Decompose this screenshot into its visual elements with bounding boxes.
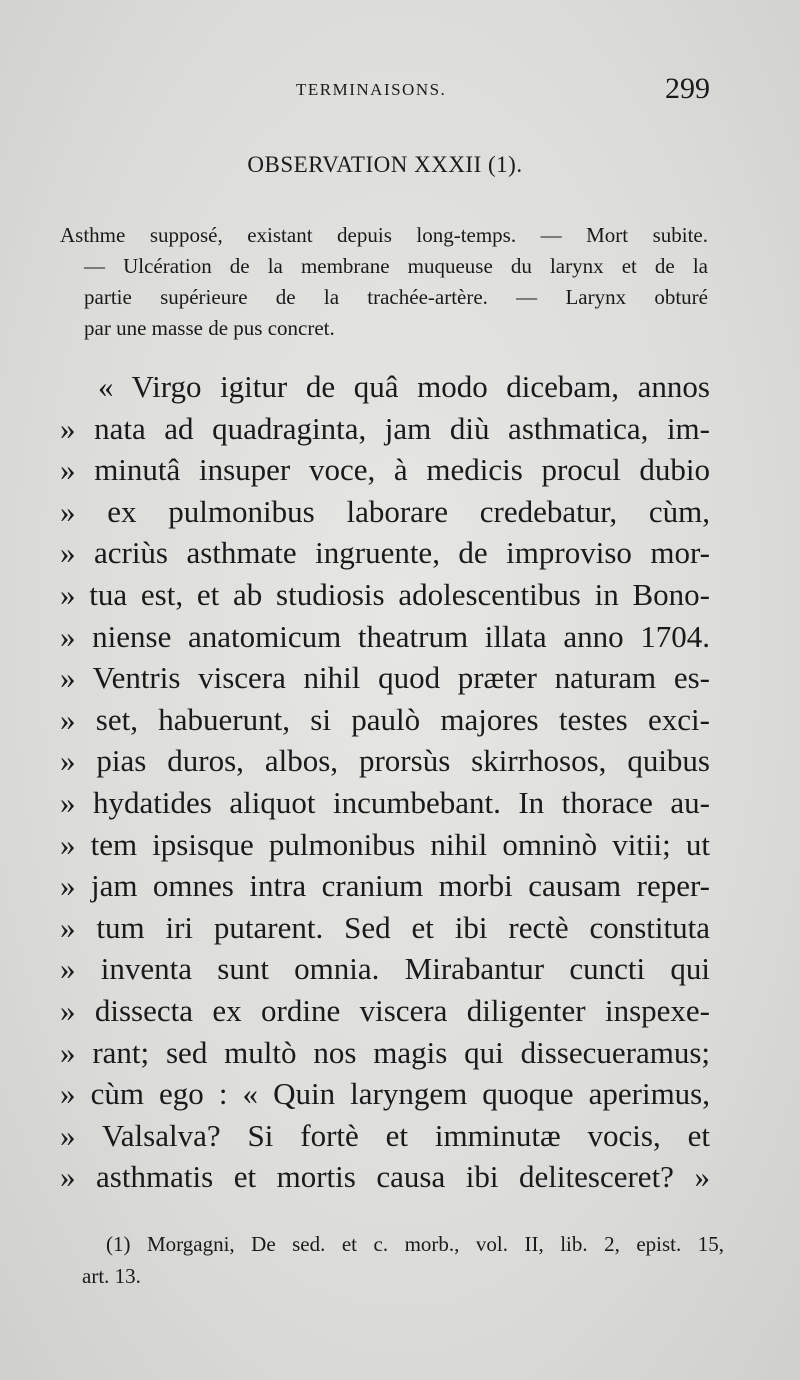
observation-summary <box>60 220 708 344</box>
summary-line: — Ulcération de la membrane muqueuse du larynx et de la <box>84 254 708 278</box>
body-line: » asthmatis et mortis causa ibi delitesceret? » <box>60 1159 710 1195</box>
summary-line: partie supérieure de la trachée-artère. — Larynx obturé <box>84 285 708 309</box>
page-number: 299 <box>665 72 710 105</box>
body-line: » acriùs asthmate ingruente, de improviso mor- <box>60 535 710 571</box>
body-line: » cùm ego : « Quin laryngem quoque aperimus, <box>60 1076 710 1112</box>
footnote-line: (1) Morgagni, De sed. et c. morb., vol. II, lib. 2, epist. 15, <box>106 1232 724 1256</box>
body-line: » Ventris viscera nihil quod præter naturam es- <box>60 660 710 696</box>
running-head <box>60 72 710 108</box>
body-line: » ex pulmonibus laborare credebatur, cùm, <box>60 493 710 529</box>
body-line: » Valsalva? Si fortè et imminutæ vocis, et <box>60 1117 710 1153</box>
body-line: » minutâ insuper voce, à medicis procul dubio <box>60 452 710 488</box>
body-line: » tua est, et ab studiosis adolescentibus in Bono- <box>60 576 710 612</box>
body-line: » tem ipsisque pulmonibus nihil omninò vitii; ut <box>60 826 710 862</box>
body-line: » nata ad quadraginta, jam diù asthmatica, im- <box>60 410 710 446</box>
observation-title: OBSERVATION XXXII (1). <box>247 152 523 177</box>
body-line: » hydatides aliquot incumbebant. In thorace au- <box>60 784 710 820</box>
footnote-line: art. 13. <box>82 1264 141 1288</box>
body-line: » jam omnes intra cranium morbi causam reper- <box>60 868 710 904</box>
body-paragraph <box>60 366 710 1198</box>
body-line: » dissecta ex ordine viscera diligenter inspexe- <box>60 992 710 1028</box>
running-title: TERMINAISONS. <box>296 80 447 99</box>
summary-line: par une masse de pus concret. <box>84 316 335 340</box>
body-line: « Virgo igitur de quâ modo dicebam, annos <box>98 369 710 404</box>
footnote <box>82 1228 724 1292</box>
body-line: » rant; sed multò nos magis qui dissecueramus; <box>60 1034 710 1070</box>
body-line: » niense anatomicum theatrum illata anno 1704. <box>60 618 710 654</box>
body-line: » pias duros, albos, prorsùs skirrhosos, quibus <box>60 743 710 779</box>
body-line: » set, habuerunt, si paulò majores testes exci- <box>60 701 710 737</box>
summary-line: Asthme supposé, existant depuis long-temps. — Mort subite. <box>60 223 708 247</box>
body-line: » tum iri putarent. Sed et ibi rectè constituta <box>60 909 710 945</box>
body-line: » inventa sunt omnia. Mirabantur cuncti qui <box>60 951 710 987</box>
